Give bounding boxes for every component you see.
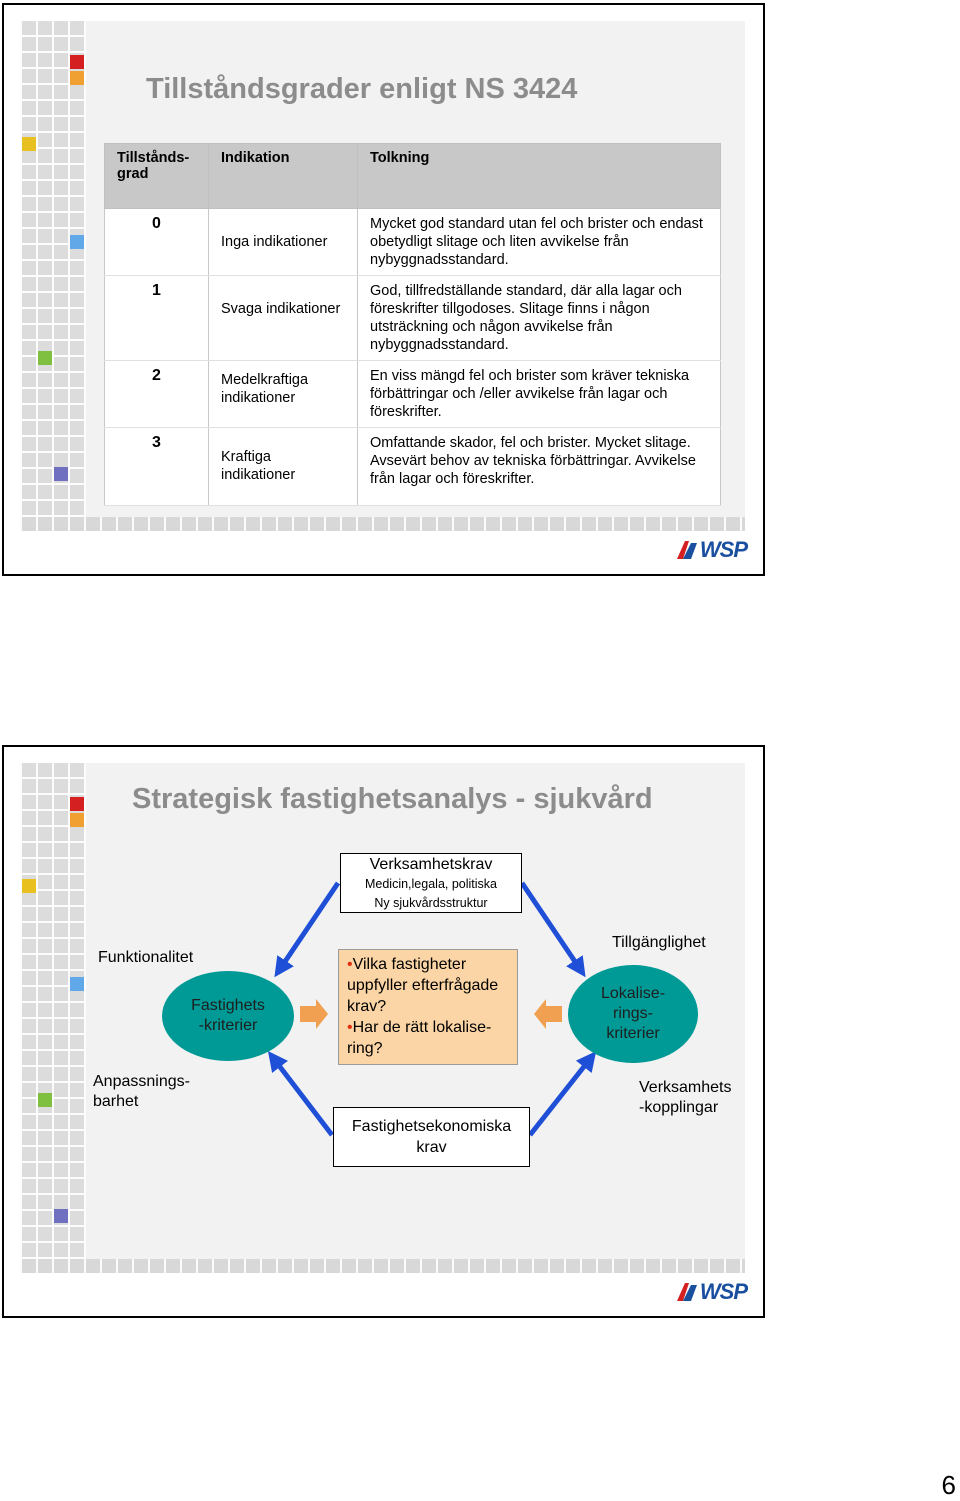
header-indication: Indikation <box>209 144 358 209</box>
box-title: Verksamhetskrav <box>369 856 493 873</box>
location-criteria-ellipse <box>568 965 698 1063</box>
label-line: Anpassnings- <box>93 1073 190 1090</box>
operational-requirements-box <box>340 853 522 913</box>
label-line: barhet <box>93 1093 139 1110</box>
ellipse-line: kriterier <box>606 1025 660 1042</box>
grade-cell: 0 <box>105 209 209 276</box>
slide-strategic-analysis <box>2 745 765 1318</box>
purple-square <box>54 467 68 481</box>
label-line: -kopplingar <box>639 1099 719 1116</box>
page-title: Tillståndsgrader enligt NS 3424 <box>146 73 578 105</box>
adaptability-label <box>93 1072 190 1112</box>
indication-text: Medelkraftiga indikationer <box>221 372 309 406</box>
decorative-grid <box>20 21 86 521</box>
box-line: krav <box>416 1139 447 1156</box>
grade-cell: 2 <box>105 361 209 428</box>
bullet-text: Vilka fastigheter uppfyller efterfrågade krav? <box>347 956 499 1015</box>
page-title: Strategisk fastighetsanalys - sjukvård <box>132 783 653 815</box>
blue-square <box>70 235 84 249</box>
orange-square <box>70 71 84 85</box>
header-grade: Tillstånds-grad <box>105 144 209 209</box>
condition-grades-table <box>104 143 721 506</box>
table-row <box>105 361 721 428</box>
indication-cell <box>209 276 358 361</box>
indication-cell <box>209 209 358 276</box>
box-line: Fastighetsekonomiska <box>351 1118 512 1135</box>
ellipse-line: Lokalise- <box>600 985 666 1002</box>
wsp-logo-mark-icon <box>677 541 697 559</box>
arrow-top-to-left <box>280 883 338 969</box>
operational-links-label <box>639 1078 731 1118</box>
arrow-bottom-to-right <box>530 1059 590 1135</box>
decorative-grid-bottom <box>20 517 745 531</box>
indication-cell <box>209 428 358 506</box>
wsp-logo <box>677 1280 747 1304</box>
bullet-icon: • <box>347 956 353 973</box>
indication-text: Svaga indikationer <box>221 301 341 317</box>
bullet-text: Har de rätt lokalise-ring? <box>347 1019 492 1057</box>
red-square <box>70 55 84 69</box>
table-row <box>105 209 721 276</box>
green-square <box>38 351 52 365</box>
box-line: Medicin,legala, politiska <box>364 877 497 891</box>
table-row <box>105 428 721 506</box>
grade-cell: 3 <box>105 428 209 506</box>
arrow-bottom-to-left <box>274 1059 332 1135</box>
bullet-icon: • <box>347 1019 353 1036</box>
ellipse-line: -kriterier <box>198 1017 258 1034</box>
label-line: Verksamhets <box>639 1079 732 1096</box>
page-number: 6 <box>941 1470 956 1500</box>
arrow-top-to-right <box>522 883 580 969</box>
interpretation-cell: God, tillfredställande standard, där alla lagar och föreskrifter tillgodoses. Slitage finns i någon utsträckning och någon avvikelse från nybyggnadsstandard. <box>358 276 721 361</box>
ellipse-line: Fastighets <box>191 997 265 1014</box>
header-interpretation: Tolkning <box>358 144 721 209</box>
table-row <box>105 276 721 361</box>
slide-ns3424 <box>2 3 765 576</box>
arrow-orange-left <box>534 999 562 1029</box>
yellow-square <box>22 137 36 151</box>
box-line: Ny sjukvårdsstruktur <box>374 896 488 910</box>
economic-requirements-box <box>333 1107 530 1167</box>
arrow-orange-right <box>300 999 328 1029</box>
wsp-logo <box>677 538 747 562</box>
indication-text: Kraftiga indikationer <box>221 449 296 483</box>
wsp-logo-text: WSP <box>699 537 747 562</box>
bullet-item <box>347 1017 509 1059</box>
ellipse-line: rings- <box>612 1005 653 1022</box>
interpretation-cell: En viss mängd fel och brister som kräver tekniska förbättringar och /eller avvikelse från lagar och föreskrifter. <box>358 361 721 428</box>
bullet-item <box>347 954 509 1017</box>
central-question-box <box>338 949 518 1065</box>
property-criteria-ellipse <box>162 971 294 1061</box>
table-header-row <box>105 144 721 209</box>
accessibility-label: Tillgänglighet <box>612 934 706 951</box>
interpretation-cell: Omfattande skador, fel och brister. Mycket slitage. Avsevärt behov av tekniska förbättringar. Avvikelse från lagar och föreskrifter. <box>358 428 721 506</box>
interpretation-cell: Mycket god standard utan fel och brister och endast obetydligt slitage och liten avvikelse från nybyggnadsstandard. <box>358 209 721 276</box>
indication-cell <box>209 361 358 428</box>
wsp-logo-mark-icon <box>677 1283 697 1301</box>
indication-text: Inga indikationer <box>221 234 328 250</box>
wsp-logo-text: WSP <box>699 1279 747 1304</box>
functionality-label: Funktionalitet <box>98 949 194 966</box>
grade-cell: 1 <box>105 276 209 361</box>
